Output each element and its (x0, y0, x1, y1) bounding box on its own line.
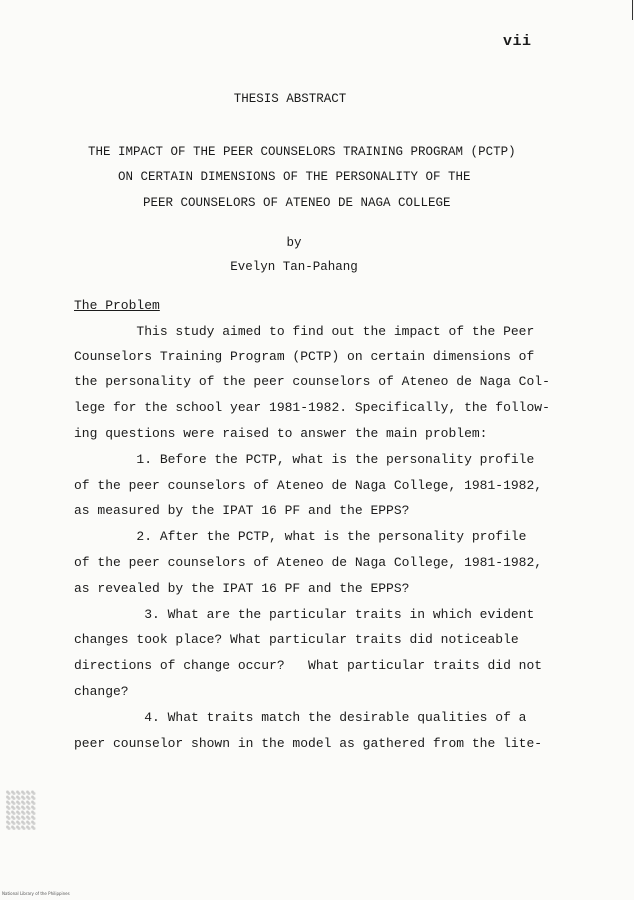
page-number: vii (503, 33, 532, 50)
scan-edge-mark (632, 0, 633, 20)
body-line: of the peer counselors of Ateneo de Naga College, 1981-1982, (74, 478, 543, 493)
body-line: 4. What traits match the desirable qualities of a (74, 710, 527, 725)
body-line: 1. Before the PCTP, what is the personality profile (74, 452, 535, 467)
body-line: 3. What are the particular traits in which evident (74, 607, 535, 622)
body-line: lege for the school year 1981-1982. Specifically, the follow- (74, 400, 550, 415)
by-label: by (286, 236, 302, 250)
abstract-heading: THESIS ABSTRACT (233, 92, 347, 106)
section-heading: The Problem (74, 298, 160, 313)
body-line: This study aimed to find out the impact of the Peer (74, 324, 535, 339)
body-line: Counselors Training Program (PCTP) on certain dimensions of (74, 349, 535, 364)
body-line: as measured by the IPAT 16 PF and the EPPS? (74, 503, 410, 518)
footer-credit: National Library of the Philippines (2, 891, 70, 896)
body-line: ing questions were raised to answer the main problem: (74, 426, 488, 441)
body-line: as revealed by the IPAT 16 PF and the EPPS? (74, 581, 410, 596)
body-line: changes took place? What particular traits did noticeable (74, 632, 519, 647)
title-line: PEER COUNSELORS OF ATENEO DE NAGA COLLEGE (143, 196, 451, 210)
body-line: directions of change occur? What particular traits did not (74, 658, 543, 673)
body-line: peer counselor shown in the model as gathered from the lite- (74, 736, 543, 751)
author-name: Evelyn Tan-Pahang (230, 260, 358, 274)
body-line: change? (74, 684, 129, 699)
scan-speckle (6, 790, 36, 830)
title-line: ON CERTAIN DIMENSIONS OF THE PERSONALITY OF THE (118, 170, 471, 184)
body-line: the personality of the peer counselors of Ateneo de Naga Col- (74, 374, 550, 389)
body-line: 2. After the PCTP, what is the personality profile (74, 529, 527, 544)
title-line: THE IMPACT OF THE PEER COUNSELORS TRAINING PROGRAM (PCTP) (88, 145, 516, 159)
body-line: of the peer counselors of Ateneo de Naga College, 1981-1982, (74, 555, 543, 570)
